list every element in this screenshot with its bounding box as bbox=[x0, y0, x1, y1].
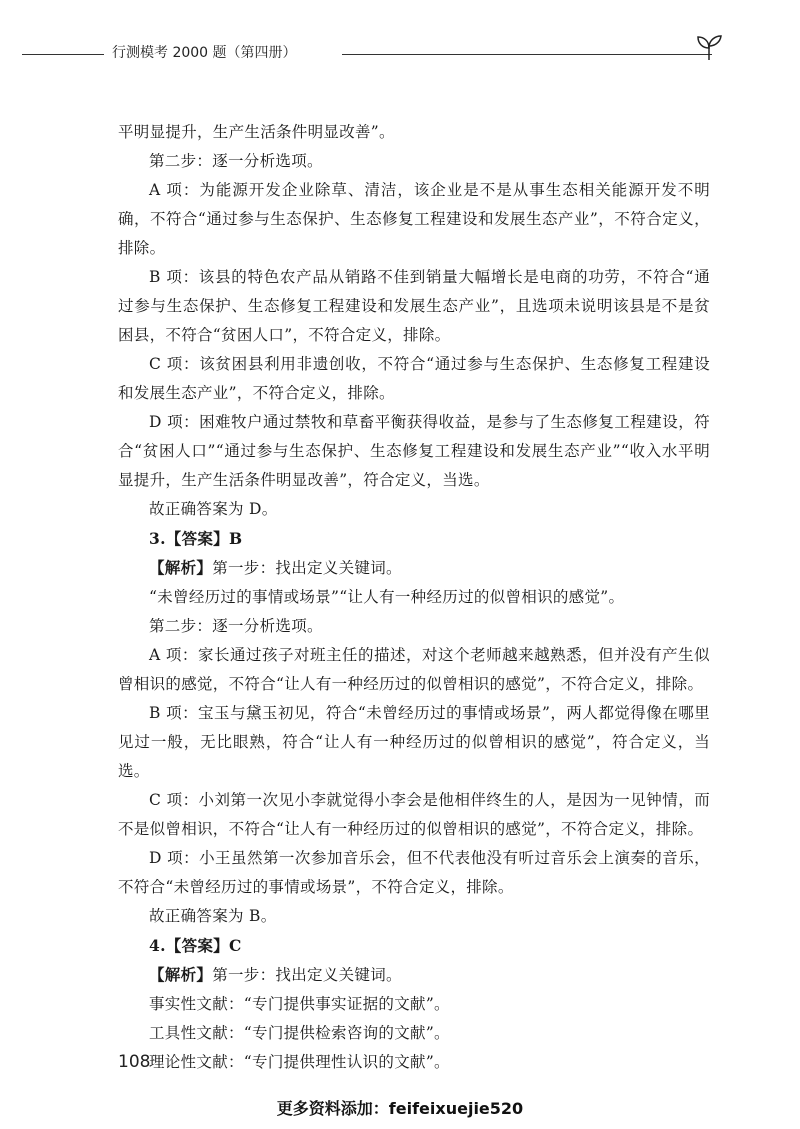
paragraph: 理论性文献：“专门提供理性认识的文献”。 bbox=[149, 1053, 450, 1071]
paragraph: B 项：该县的特色农产品从销路不佳到销量大幅增长是电商的功劳，不符合“通过参与生态保护、生态修复工程建设和发展生态产业”，且选项未说明该县是不是贫困县，不符合“贫困人口”，不符合定义，排除。 bbox=[118, 268, 710, 344]
paragraph-text: 第一步：找出定义关键词。 bbox=[212, 559, 402, 577]
section-label: 【解析】 bbox=[149, 965, 213, 984]
book-title: 行测模考 2000 题（第四册） bbox=[112, 45, 297, 61]
footer-contact-note: 更多资料添加：feifeixuejie520 bbox=[276, 1099, 524, 1118]
paragraph: 故正确答案为 D。 bbox=[149, 500, 278, 518]
paragraph: A 项：家长通过孩子对班主任的描述，对这个老师越来越熟悉，但并没有产生似曾相识的感觉，不符合“让人有一种经历过的似曾相识的感觉”，不符合定义，排除。 bbox=[118, 646, 710, 693]
paragraph-text: 第一步：找出定义关键词。 bbox=[212, 966, 402, 984]
paragraph: 事实性文献：“专门提供事实证据的文献”。 bbox=[149, 995, 450, 1013]
sprout-icon bbox=[692, 32, 726, 62]
paragraph: D 项：小王虽然第一次参加音乐会，但不代表他没有听过音乐会上演奏的音乐，不符合“未曾经历过的事情或场景”，不符合定义，排除。 bbox=[118, 849, 710, 896]
paragraph: 4.【答案】C bbox=[149, 936, 242, 955]
paragraph bbox=[118, 553, 710, 583]
paragraph: 平明显提升，生产生活条件明显改善”。 bbox=[118, 123, 395, 141]
paragraph: “未曾经历过的事情或场景”“让人有一种经历过的似曾相识的感觉”。 bbox=[149, 588, 625, 606]
paragraph: 故正确答案为 B。 bbox=[149, 907, 277, 925]
paragraph: C 项：该贫困县利用非遗创收，不符合“通过参与生态保护、生态修复工程建设和发展生态产业”，不符合定义，排除。 bbox=[118, 355, 710, 402]
paragraph bbox=[118, 960, 710, 990]
header-rule-left bbox=[22, 54, 104, 55]
paragraph: 第二步：逐一分析选项。 bbox=[149, 152, 323, 170]
running-header bbox=[22, 40, 722, 66]
answer-explanation-body bbox=[118, 118, 710, 1077]
paragraph: A 项：为能源开发企业除草、清洁，该企业是不是从事生态相关能源开发不明确，不符合“通过参与生态保护、生态修复工程建设和发展生态产业”，不符合定义，排除。 bbox=[118, 181, 710, 257]
header-rule-right bbox=[342, 54, 712, 55]
paragraph: 3.【答案】B bbox=[149, 529, 243, 548]
paragraph: C 项：小刘第一次见小李就觉得小李会是他相伴终生的人，是因为一见钟情，而不是似曾相识，不符合“让人有一种经历过的似曾相识的感觉”，不符合定义，排除。 bbox=[118, 791, 710, 838]
paragraph: B 项：宝玉与黛玉初见，符合“未曾经历过的事情或场景”，两人都觉得像在哪里见过一般，无比眼熟，符合“让人有一种经历过的似曾相识的感觉”，符合定义，当选。 bbox=[118, 704, 710, 780]
page-number: 108 bbox=[118, 1052, 151, 1072]
paragraph: 第二步：逐一分析选项。 bbox=[149, 617, 323, 635]
paragraph: D 项：困难牧户通过禁牧和草畜平衡获得收益，是参与了生态修复工程建设，符合“贫困人口”“通过参与生态保护、生态修复工程建设和发展生态产业”“收入水平明显提升，生产生活条件明显改善”，符合定义，当选。 bbox=[118, 413, 710, 489]
paragraph: 工具性文献：“专门提供检索咨询的文献”。 bbox=[149, 1024, 450, 1042]
section-label: 【解析】 bbox=[149, 558, 213, 577]
